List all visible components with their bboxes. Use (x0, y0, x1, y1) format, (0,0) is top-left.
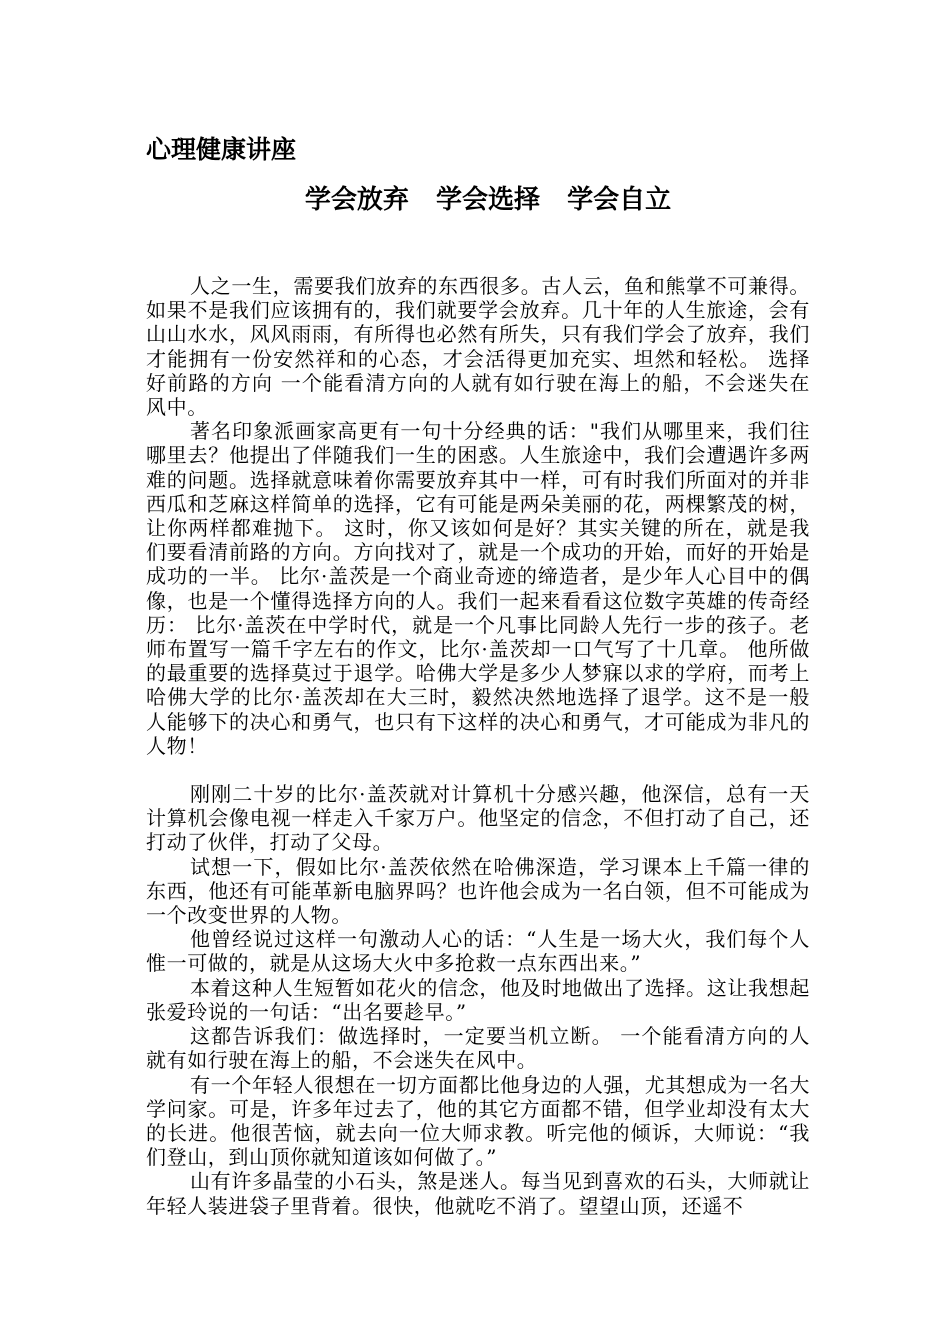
paragraph-7: 这都告诉我们：做选择时，一定要当机立断。 一个能看清方向的人就有如行驶在海上的船，不会迷失在风中。 (146, 1024, 810, 1073)
paragraph-9: 山有许多晶莹的小石头，煞是迷人。每当见到喜欢的石头，大师就让年轻人装进袋子里背着。很快，他就吃不消了。望望山顶，还遥不 (146, 1169, 810, 1218)
paragraph-5: 他曾经说过这样一句激动人心的话：“人生是一场大火，我们每个人惟一可做的，就是从这场大火中多抢救一点东西出来。” (146, 927, 810, 976)
document-body (146, 274, 810, 1218)
paragraph-3: 刚刚二十岁的比尔·盖茨就对计算机十分感兴趣，他深信，总有一天计算机会像电视一样走入千家万户。他坚定的信念，不但打动了自己，还打动了伙伴，打动了父母。 (146, 782, 810, 855)
document-title: 学会放弃 学会选择 学会自立 (304, 185, 672, 215)
paragraph-2: 著名印象派画家高更有一句十分经典的话："我们从哪里来，我们往哪里去？他提出了伴随我们一生的困惑。人生旅途中，我们会遭遇许多两难的问题。选择就意味着你需要放弃其中一样，可有时我们所面对的并非西瓜和芝麻这样简单的选择，它有可能是两朵美丽的花，两棵繁茂的树，让你两样都难抛下。 这时，你又该如何是好？其实关键的所在，就是我们要看清前路的方向。方向找对了，就是一个成功的开始，而好的开始是成功的一半。 比尔·盖茨是一个商业奇迹的缔造者，是少年人心目中的偶像，也是一个懂得选择方向的人。我们一起来看看这位数字英雄的传奇经历： 比尔·盖茨在中学时代，就是一个凡事比同龄人先行一步的孩子。老师布置写一篇千字左右的作文，比尔·盖茨却一口气写了十几章。 他所做的最重要的选择莫过于退学。哈佛大学是多少人梦寐以求的学府，而考上哈佛大学的比尔·盖茨却在大三时，毅然决然地选择了退学。这不是一般人能够下的决心和勇气，也只有下这样的决心和勇气，才可能成为非凡的人物！ (146, 419, 810, 758)
document-page (146, 130, 810, 1218)
paragraph-1: 人之一生，需要我们放弃的东西很多。古人云，鱼和熊掌不可兼得。如果不是我们应该拥有的，我们就要学会放弃。几十年的人生旅途，会有山山水水，风风雨雨，有所得也必然有所失，只有我们学会了放弃，我们才能拥有一份安然祥和的心态，才会活得更加充实、坦然和轻松。 选择好前路的方向 一个能看清方向的人就有如行驶在海上的船，不会迷失在风中。 (146, 274, 810, 420)
paragraph-8: 有一个年轻人很想在一切方面都比他身边的人强，尤其想成为一名大学问家。可是，许多年过去了，他的其它方面都不错，但学业却没有太大的长进。他很苦恼，就去向一位大师求教。听完他的倾诉，大师说：“我们登山，到山顶你就知道该如何做了。” (146, 1072, 810, 1170)
paragraph-6: 本着这种人生短暂如花火的信念，他及时地做出了选择。这让我想起张爱玲说的一句话：“出名要趁早。” (146, 975, 810, 1024)
document-header: 心理健康讲座 (146, 135, 297, 164)
paragraph-4: 试想一下，假如比尔·盖茨依然在哈佛深造，学习课本上千篇一律的东西，他还有可能革新电脑界吗？也许他会成为一名白领，但不可能成为一个改变世界的人物。 (146, 854, 810, 928)
